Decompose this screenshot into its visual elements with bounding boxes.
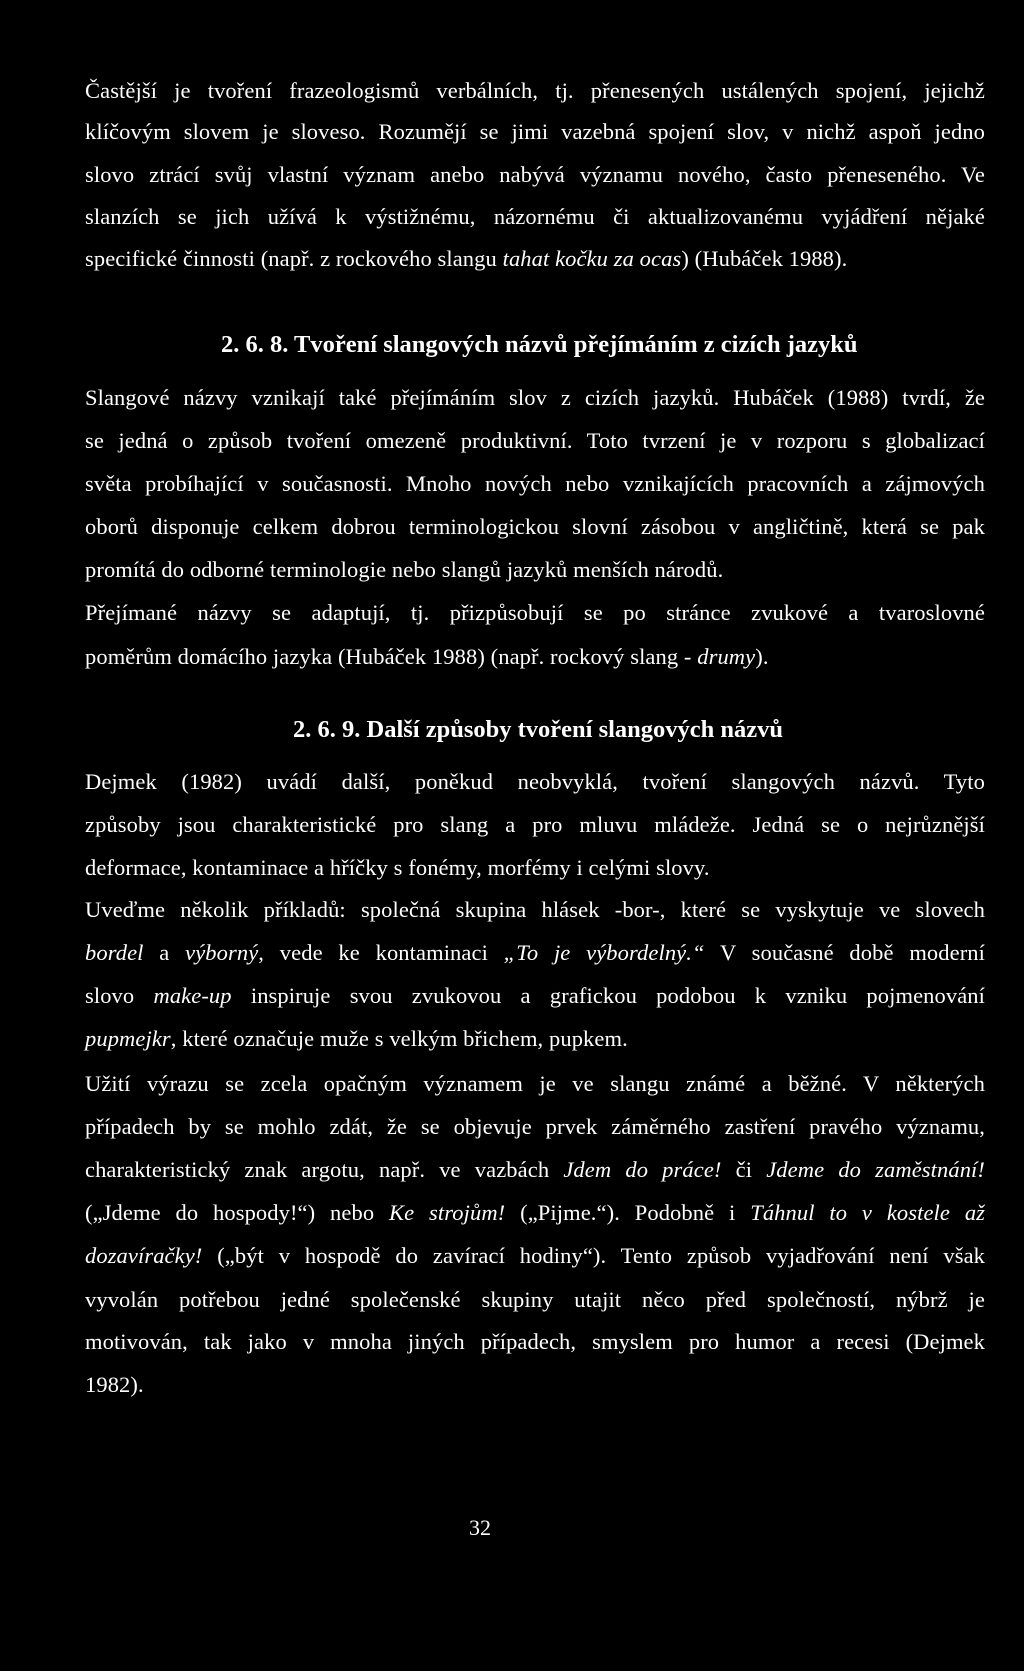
paragraph-line: charakteristický znak argotu, např. ve vazbách Jdem do práce! či Jdeme do zaměstnání! [85,1157,985,1182]
paragraph-line: případech by se mohlo zdát, že se objevuje prvek záměrného zastření pravého významu, [85,1114,985,1139]
paragraph-line: oborů disponuje celkem dobrou terminologickou slovní zásobou v angličtině, která se pak [85,514,985,539]
paragraph-line: dozavíračky! („být v hospodě do zavírací hodiny“). Tento způsob vyjadřování není však [85,1243,985,1268]
paragraph-line: Dejmek (1982) uvádí další, poněkud neobvyklá, tvoření slangových názvů. Tyto [85,769,985,794]
paragraph-line: slanzích se jich užívá k výstižnému, názornému či aktualizovanému vyjádření nějaké [85,204,985,229]
paragraph-line: Přejímané názvy se adaptují, tj. přizpůsobují se po stránce zvukové a tvaroslovné [85,600,985,625]
paragraph-line: promítá do odborné terminologie nebo slangů jazyků menších národů. [85,557,724,582]
section-heading: 2. 6. 8. Tvoření slangových názvů přejímáním z cizích jazyků [221,331,858,358]
paragraph-line: Uveďme několik příkladů: společná skupina hlásek -bor-, které se vyskytuje ve slovech [85,897,985,922]
paragraph-line: specifické činnosti (např. z rockového slangu tahat kočku za ocas) (Hubáček 1988). [85,246,848,271]
paragraph-line: Užití výrazu se zcela opačným významem je ve slangu známé a běžné. V některých [85,1071,985,1096]
paragraph-line: se jedná o způsob tvoření omezeně produktivní. Toto tvrzení je v rozporu s globalizací [85,428,985,453]
paragraph-line: Slangové názvy vznikají také přejímáním slov z cizích jazyků. Hubáček (1988) tvrdí, že [85,385,985,410]
paragraph-line: motivován, tak jako v mnoha jiných případech, smyslem pro humor a recesi (Dejmek [85,1329,985,1354]
page-number: 32 [469,1515,491,1540]
paragraph-line: světa probíhající v současnosti. Mnoho nových nebo vznikajících pracovních a zájmových [85,471,985,496]
paragraph-line: vyvolán potřebou jedné společenské skupiny utajit něco před společností, nýbrž je [85,1287,985,1312]
section-heading: 2. 6. 9. Další způsoby tvoření slangových názvů [293,716,784,743]
paragraph-line: pupmejkr, které označuje muže s velkým břichem, pupkem. [85,1026,628,1051]
paragraph-line: slovo make-up inspiruje svou zvukovou a grafickou podobou k vzniku pojmenování [85,983,985,1008]
paragraph-line: 1982). [85,1372,144,1397]
paragraph-line: bordel a výborný, vede ke kontaminaci „To je výbordelný.“ V současné době moderní [85,940,985,965]
italic-example: tahat kočku za ocas [502,246,682,271]
paragraph-line: klíčovým slovem je sloveso. Rozumějí se jimi vazebná spojení slov, v nichž aspoň jedno [85,119,985,144]
paragraph-line: poměrům domácího jazyka (Hubáček 1988) (např. rockový slang - drumy). [85,644,769,669]
paragraph-line: („Jdeme do hospody!“) nebo Ke strojům! („Pijme.“). Podobně i Táhnul to v kostele až [85,1200,986,1225]
italic-example: drumy [697,644,756,669]
paragraph-line: slovo ztrácí svůj vlastní význam anebo nabývá významu nového, často přeneseného. Ve [85,162,985,187]
paragraph-line: deformace, kontaminace a hříčky s fonémy, morfémy i celými slovy. [85,855,710,880]
paragraph-line: způsoby jsou charakteristické pro slang a pro mluvu mládeže. Jedná se o nejrůznější [85,812,985,837]
paragraph-line: Častější je tvoření frazeologismů verbálních, tj. přenesených ustálených spojení, jejichž [85,78,985,103]
